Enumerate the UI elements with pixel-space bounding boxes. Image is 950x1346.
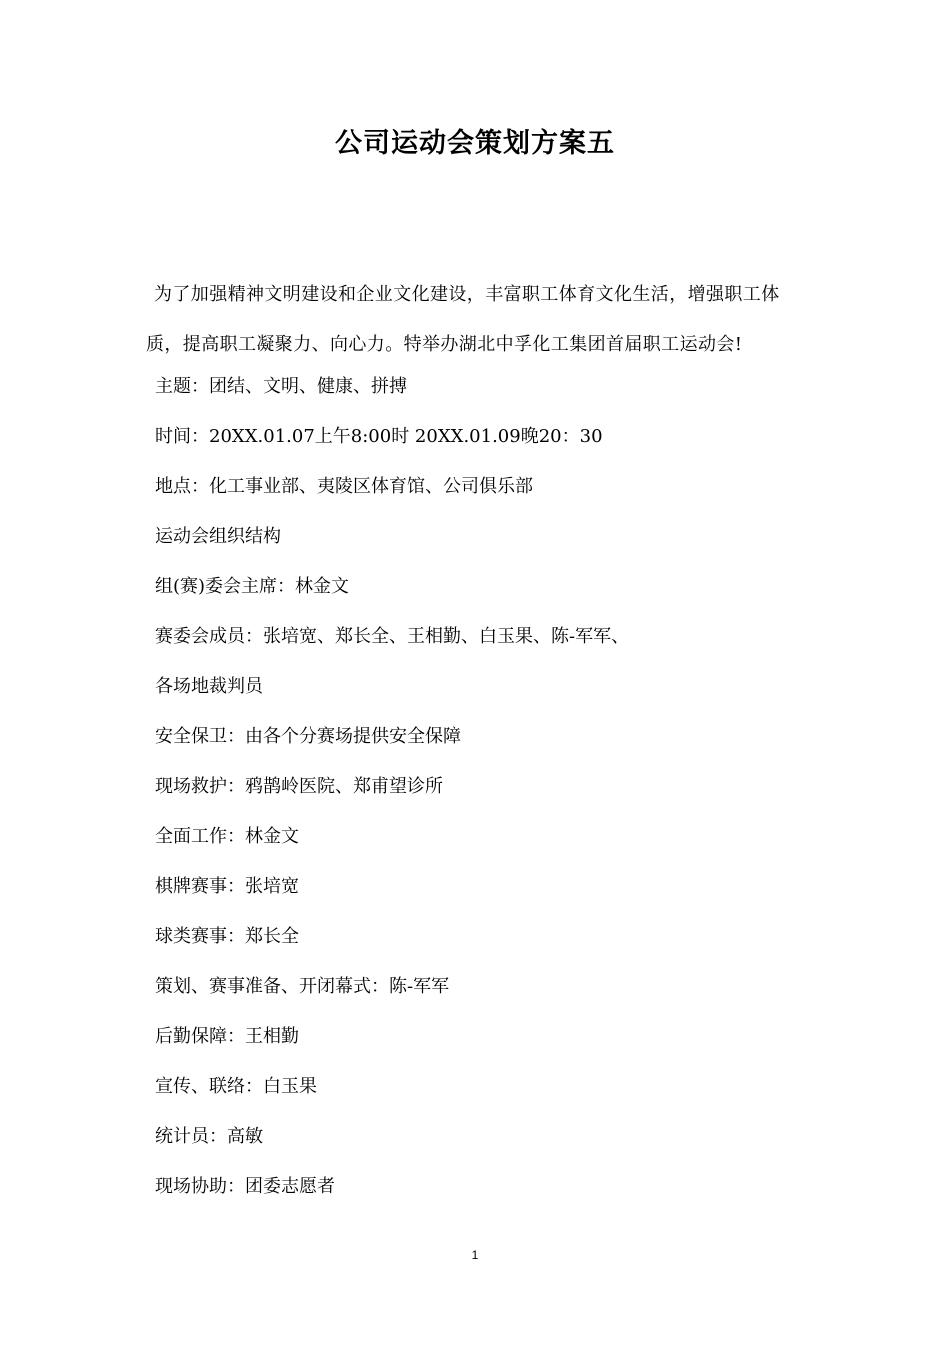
chairman-line: 组(赛)委会主席：林金文 — [155, 576, 350, 597]
theme-line: 主题：团结、文明、健康、拼搏 — [155, 376, 407, 397]
logistics-line: 后勤保障：王相勤 — [155, 1026, 299, 1047]
location-line: 地点：化工事业部、夷陵区体育馆、公司俱乐部 — [155, 476, 533, 497]
chess-cards-line: 棋牌赛事：张培宽 — [155, 876, 299, 897]
overall-work-line: 全面工作：林金文 — [155, 826, 299, 847]
ball-games-line: 球类赛事：郑长全 — [155, 926, 299, 947]
referees-line: 各场地裁判员 — [155, 676, 263, 697]
publicity-line: 宣传、联络：白玉果 — [155, 1076, 317, 1097]
committee-members-line: 赛委会成员：张培宽、郑长全、王相勤、白玉果、陈-军军、 — [155, 626, 630, 647]
page-number: 1 — [471, 1248, 479, 1262]
content-lines — [155, 362, 815, 1212]
intro-paragraph: 为了加强精神文明建设和企业文化建设，丰富职工体育文化生活，增强职工体质，提高职工凝聚力、向心力。特举办湖北中孚化工集团首届职工运动会! — [146, 284, 780, 355]
assistance-line: 现场协助：团委志愿者 — [155, 1176, 335, 1197]
security-line: 安全保卫：由各个分赛场提供安全保障 — [155, 726, 461, 747]
medical-line: 现场救护：鸦鹊岭医院、郑甫望诊所 — [155, 776, 443, 797]
org-structure-heading: 运动会组织结构 — [155, 526, 281, 547]
page-title: 公司运动会策划方案五 — [335, 128, 615, 159]
statistician-line: 统计员：高敏 — [155, 1126, 263, 1147]
time-line: 时间：20XX.01.07上午8:00时 20XX.01.09晚20：30 — [155, 426, 603, 447]
planning-line: 策划、赛事准备、开闭幕式：陈-军军 — [155, 976, 450, 997]
